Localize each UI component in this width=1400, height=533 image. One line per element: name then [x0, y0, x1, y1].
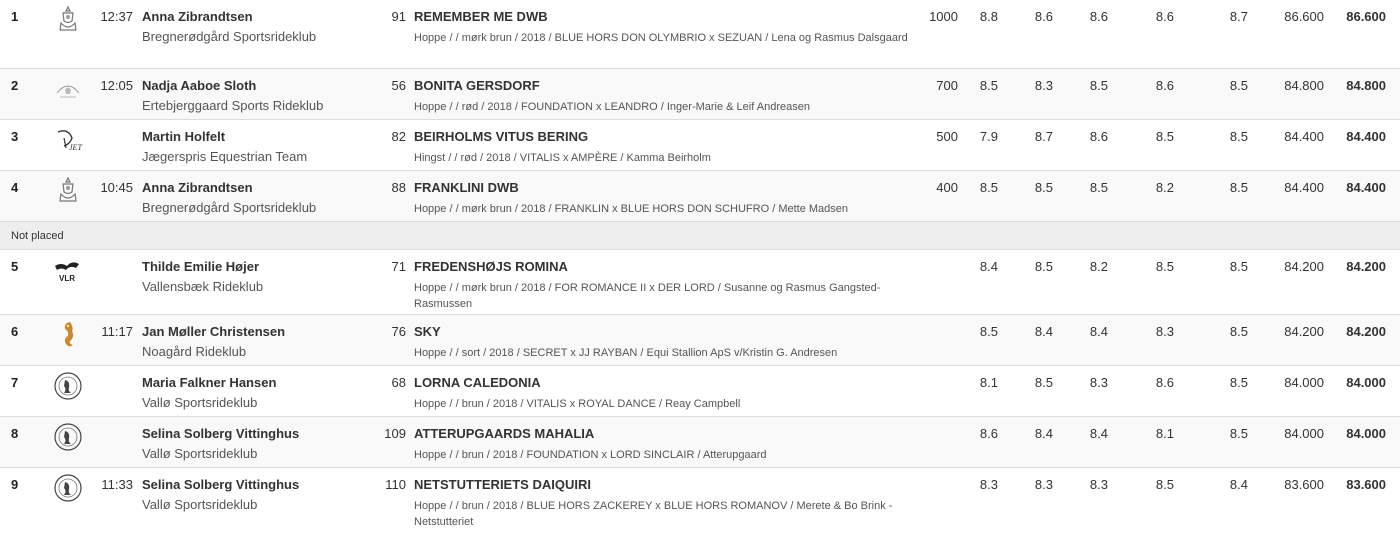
horse-name[interactable]: LORNA CALEDONIA [414, 375, 541, 390]
percentage: 84.400 [1284, 180, 1324, 195]
horse-number: 76 [391, 324, 406, 339]
club-name[interactable]: Vallø Sportsrideklub [142, 497, 258, 512]
horse-info: Hoppe / / sort / 2018 / SECRET x JJ RAYBAN / Equi Stallion ApS v/Kristin G. Andresen [414, 347, 838, 359]
svg-text:JET: JET [69, 143, 82, 152]
result-row-6[interactable] [0, 315, 1400, 366]
rank: 5 [11, 259, 19, 274]
score-1: 8.8 [979, 9, 998, 24]
total-score: 84.200 [1346, 324, 1386, 339]
score-4: 8.5 [1155, 259, 1174, 274]
score-5: 8.5 [1229, 129, 1248, 144]
club-name[interactable]: Vallø Sportsrideklub [142, 446, 258, 461]
total-score: 84.000 [1346, 375, 1386, 390]
club-name[interactable]: Bregnerødgård Sportsrideklub [142, 29, 317, 44]
horse-name[interactable]: FRANKLINI DWB [414, 180, 519, 195]
horse-info: Hoppe / / rød / 2018 / FOUNDATION x LEANDRO / Inger-Marie & Leif Andreasen [414, 101, 810, 113]
vlr-logo-icon [52, 254, 84, 286]
score-3: 8.4 [1089, 324, 1108, 339]
score-2: 8.7 [1034, 129, 1053, 144]
total-score: 86.600 [1346, 9, 1386, 24]
score-2: 8.5 [1034, 180, 1053, 195]
horse-name[interactable]: SKY [414, 324, 441, 339]
rider-name[interactable]: Martin Holfelt [142, 129, 226, 144]
score-3: 8.5 [1089, 180, 1108, 195]
score-1: 8.5 [979, 324, 998, 339]
horse-info: Hoppe / / mørk brun / 2018 / FOR ROMANCE II x DER LORD / Susanne og Rasmus Gangsted-Rasmussen [414, 282, 881, 310]
rank: 1 [11, 9, 19, 24]
rider-name[interactable]: Nadja Aaboe Sloth [142, 78, 257, 93]
horse-name[interactable]: NETSTUTTERIETS DAIQUIRI [414, 477, 591, 492]
score-2: 8.6 [1034, 9, 1053, 24]
score-3: 8.5 [1089, 78, 1108, 93]
horse-number: 88 [391, 180, 406, 195]
prize-money: 1000 [929, 9, 958, 24]
club-name[interactable]: Jægerspris Equestrian Team [142, 149, 308, 164]
total-score: 84.200 [1346, 259, 1386, 274]
score-3: 8.3 [1089, 375, 1108, 390]
start-time: 11:33 [101, 477, 133, 492]
score-4: 8.6 [1155, 9, 1174, 24]
percentage: 84.000 [1284, 375, 1324, 390]
score-1: 8.5 [979, 180, 998, 195]
horse-name[interactable]: BONITA GERSDORF [414, 78, 540, 93]
rank: 7 [11, 375, 19, 390]
prize-money: 700 [936, 78, 958, 93]
start-time: 12:37 [100, 9, 133, 24]
result-row-7[interactable] [0, 366, 1400, 417]
result-row-3[interactable] [0, 120, 1400, 171]
score-2: 8.3 [1034, 477, 1053, 492]
seahorse-icon [52, 319, 84, 351]
score-5: 8.7 [1229, 9, 1248, 24]
score-4: 8.6 [1155, 375, 1174, 390]
horse-arch-icon [52, 73, 84, 105]
horse-name[interactable]: FREDENSHØJS ROMINA [414, 259, 568, 274]
club-seal-icon [52, 370, 84, 402]
start-time: 12:05 [100, 78, 133, 93]
score-5: 8.5 [1229, 426, 1248, 441]
percentage: 84.800 [1284, 78, 1324, 93]
percentage: 84.200 [1284, 259, 1324, 274]
club-name[interactable]: Noagård Rideklub [142, 344, 247, 359]
score-3: 8.2 [1089, 259, 1108, 274]
horse-info: Hingst / / rød / 2018 / VITALIS x AMPÈRE / Kamma Beirholm [414, 152, 711, 164]
start-time: 10:45 [100, 180, 133, 195]
horse-info: Hoppe / / mørk brun / 2018 / BLUE HORS DON OLYMBRIO x SEZUAN / Lena og Rasmus Dalsgaard [414, 32, 908, 44]
result-row-5[interactable] [0, 250, 1400, 315]
rider-name[interactable]: Thilde Emilie Højer [142, 259, 260, 274]
club-name[interactable]: Vallø Sportsrideklub [142, 395, 258, 410]
rank: 2 [11, 78, 19, 93]
percentage: 83.600 [1284, 477, 1324, 492]
score-2: 8.5 [1034, 375, 1053, 390]
rank: 6 [11, 324, 19, 339]
club-name[interactable]: Vallensbæk Rideklub [142, 279, 264, 294]
score-4: 8.5 [1155, 477, 1174, 492]
rider-name[interactable]: Jan Møller Christensen [142, 324, 286, 339]
horse-head-icon [52, 124, 84, 156]
horse-number: 68 [391, 375, 406, 390]
score-1: 8.5 [979, 78, 998, 93]
rank: 3 [11, 129, 19, 144]
score-5: 8.5 [1229, 259, 1248, 274]
score-5: 8.5 [1229, 375, 1248, 390]
horse-info: Hoppe / / brun / 2018 / FOUNDATION x LORD SINCLAIR / Atterupgaard [414, 449, 767, 461]
start-time: 11:17 [101, 324, 133, 339]
score-1: 8.4 [979, 259, 998, 274]
club-crest-icon [52, 4, 84, 36]
score-3: 8.6 [1089, 9, 1108, 24]
prize-money: 400 [936, 180, 958, 195]
svg-text:VLR: VLR [59, 274, 75, 283]
horse-number: 110 [385, 477, 406, 492]
score-4: 8.3 [1155, 324, 1174, 339]
rank: 4 [11, 180, 19, 195]
percentage: 84.000 [1284, 426, 1324, 441]
total-score: 84.400 [1346, 129, 1386, 144]
horse-info: Hoppe / / brun / 2018 / BLUE HORS ZACKEREY x BLUE HORS ROMANOV / Merete & Bo Brink - Netstutteriet [414, 500, 893, 528]
percentage: 86.600 [1284, 9, 1324, 24]
club-name[interactable]: Ertebjerggaard Sports Rideklub [142, 98, 324, 113]
score-5: 8.5 [1229, 324, 1248, 339]
score-2: 8.4 [1034, 426, 1053, 441]
score-5: 8.5 [1229, 180, 1248, 195]
rider-name[interactable]: Selina Solberg Vittinghus [142, 426, 300, 441]
score-1: 8.6 [979, 426, 998, 441]
horse-number: 109 [384, 426, 406, 441]
horse-name[interactable]: ATTERUPGAARDS MAHALIA [414, 426, 595, 441]
result-row-8[interactable] [0, 417, 1400, 468]
score-3: 8.6 [1089, 129, 1108, 144]
rank: 9 [11, 477, 19, 492]
score-3: 8.3 [1089, 477, 1108, 492]
horse-number: 91 [391, 9, 406, 24]
not-placed-header [0, 222, 1400, 250]
club-crest-icon [52, 175, 84, 207]
percentage: 84.200 [1284, 324, 1324, 339]
score-5: 8.4 [1229, 477, 1248, 492]
rider-name[interactable]: Anna Zibrandtsen [142, 9, 253, 24]
horse-number: 56 [391, 78, 406, 93]
result-row-4[interactable] [0, 171, 1400, 222]
result-row-1[interactable] [0, 0, 1400, 69]
rider-name[interactable]: Anna Zibrandtsen [142, 180, 253, 195]
score-1: 7.9 [979, 129, 998, 144]
score-1: 8.1 [979, 375, 998, 390]
horse-number: 71 [391, 259, 406, 274]
score-3: 8.4 [1089, 426, 1108, 441]
club-name[interactable]: Bregnerødgård Sportsrideklub [142, 200, 317, 215]
horse-info: Hoppe / / brun / 2018 / VITALIS x ROYAL DANCE / Reay Campbell [414, 398, 741, 410]
club-seal-icon [52, 472, 84, 504]
score-5: 8.5 [1229, 78, 1248, 93]
horse-name[interactable]: REMEMBER ME DWB [414, 9, 548, 24]
horse-name[interactable]: BEIRHOLMS VITUS BERING [414, 129, 589, 144]
rank: 8 [11, 426, 19, 441]
club-seal-icon [52, 421, 84, 453]
total-score: 84.000 [1346, 426, 1386, 441]
total-score: 84.400 [1346, 180, 1386, 195]
score-2: 8.4 [1034, 324, 1053, 339]
rider-name[interactable]: Selina Solberg Vittinghus [142, 477, 300, 492]
score-2: 8.5 [1034, 259, 1053, 274]
rider-name[interactable]: Maria Falkner Hansen [142, 375, 277, 390]
percentage: 84.400 [1284, 129, 1324, 144]
score-4: 8.1 [1155, 426, 1174, 441]
score-2: 8.3 [1034, 78, 1053, 93]
group-label: Not placed [11, 230, 64, 242]
prize-money: 500 [936, 129, 958, 144]
score-4: 8.5 [1155, 129, 1174, 144]
horse-number: 82 [391, 129, 406, 144]
score-4: 8.2 [1155, 180, 1174, 195]
score-4: 8.6 [1155, 78, 1174, 93]
score-1: 8.3 [979, 477, 998, 492]
result-row-9[interactable] [0, 468, 1400, 533]
total-score: 83.600 [1346, 477, 1386, 492]
total-score: 84.800 [1346, 78, 1386, 93]
result-row-2[interactable] [0, 69, 1400, 120]
horse-info: Hoppe / / mørk brun / 2018 / FRANKLIN x BLUE HORS DON SCHUFRO / Mette Madsen [414, 203, 849, 215]
